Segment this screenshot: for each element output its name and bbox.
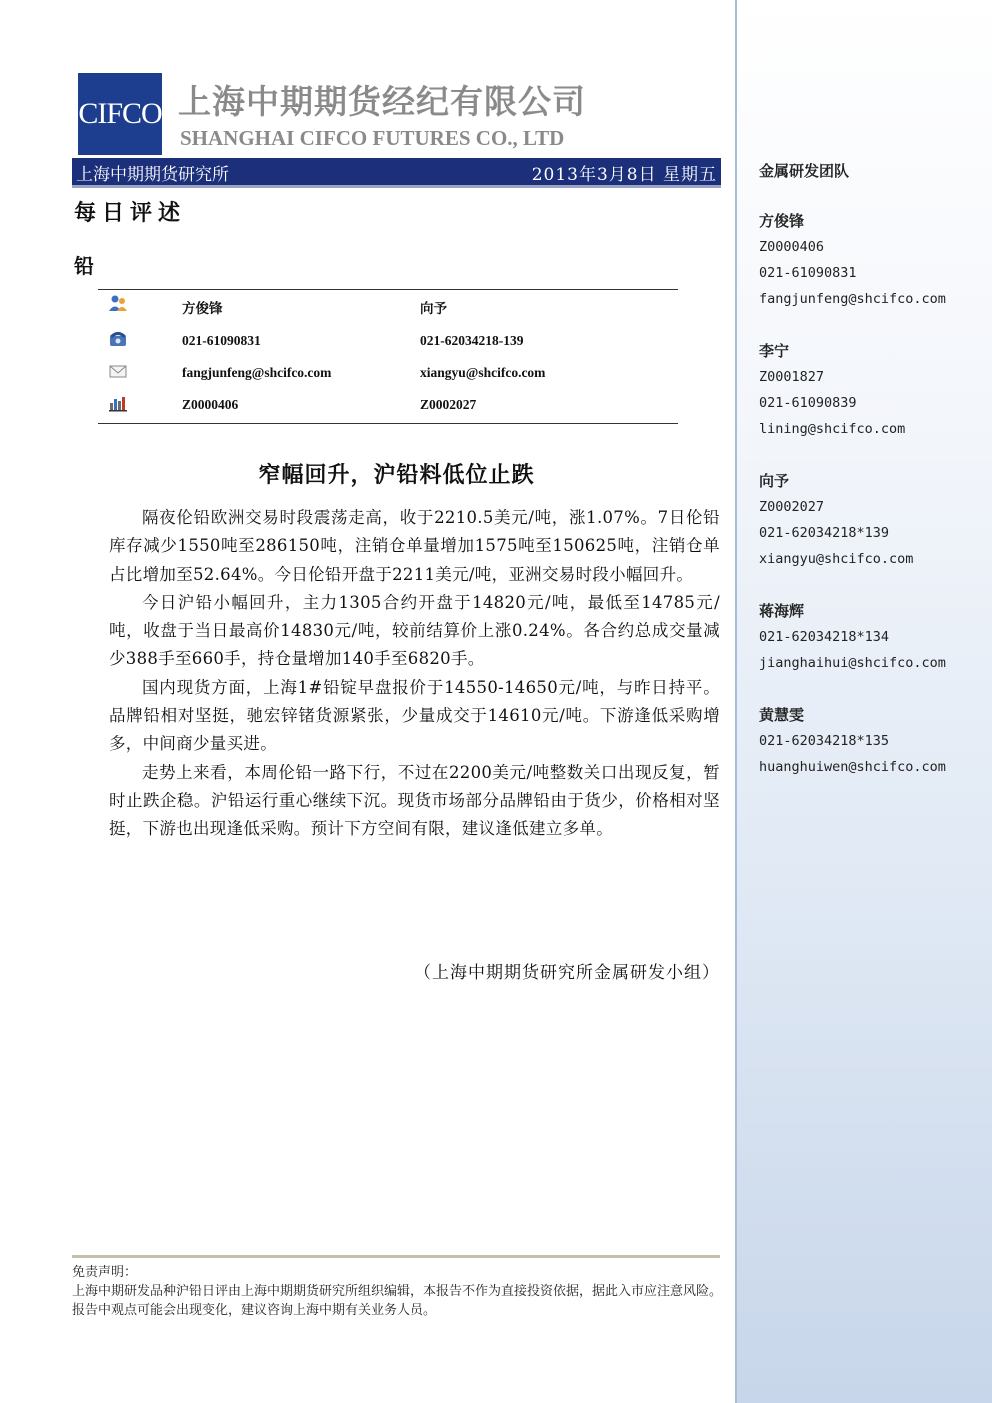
team-member bbox=[759, 702, 946, 780]
id-chart-icon bbox=[108, 394, 128, 412]
sidebar-title: 金属研发团队 bbox=[759, 162, 850, 180]
article-signature: （上海中期期货研究所金属研发小组） bbox=[414, 963, 720, 983]
member-name: 向予 bbox=[759, 472, 790, 490]
contact-id-1: Z0000406 bbox=[182, 397, 239, 412]
member-email[interactable]: jianghaihui@shcifco.com bbox=[759, 655, 946, 671]
header-band bbox=[72, 158, 721, 188]
article-paragraph: 走势上来看，本周伦铅一路下行，不过在2200美元/吨整数关口出现反复，暂时止跌企稳。沪铅运行重心继续下沉。现货市场部分品牌铅由于货少，价格相对坚挺，下游也出现逢低采购。预计下方空间有限，建议逢低建立多单。 bbox=[109, 762, 720, 839]
person-icon bbox=[108, 294, 128, 312]
contact-email-1[interactable]: fangjunfeng@shcifco.com bbox=[182, 365, 332, 380]
institute-name: 上海中期期货研究所 bbox=[76, 165, 229, 185]
team-member bbox=[759, 598, 946, 676]
team-sidebar bbox=[735, 0, 992, 1403]
contact-row-phones bbox=[98, 328, 678, 356]
member-email[interactable]: lining@shcifco.com bbox=[759, 421, 906, 437]
contact-name-1: 方俊锋 bbox=[182, 301, 223, 316]
team-member bbox=[759, 208, 946, 312]
contact-row-ids bbox=[98, 392, 678, 420]
contact-phone-2: 021-62034218-139 bbox=[420, 333, 524, 348]
article-body bbox=[109, 504, 720, 844]
member-phone: 021-62034218*135 bbox=[759, 733, 890, 749]
disclaimer-text: 上海中期研发品种沪铅日评由上海中期期货研究所组织编辑，本报告不作为直接投资依据，据此入市应注意风险。报告中观点可能会出现变化，建议咨询上海中期有关业务人员。 bbox=[72, 1284, 723, 1318]
contact-email-2[interactable]: xiangyu@shcifco.com bbox=[420, 365, 546, 380]
member-id: Z0002027 bbox=[759, 499, 825, 515]
contact-table bbox=[98, 289, 678, 424]
member-phone: 021-62034218*139 bbox=[759, 525, 890, 541]
article-paragraph: 今日沪铅小幅回升，主力1305合约开盘于14820元/吨，最低至14785元/吨，收盘于当日最高价14830元/吨，较前结算价上涨0.24%。各合约总成交量减少388手至660手，持仓量增加140手至6820手。 bbox=[109, 592, 720, 669]
member-email[interactable]: xiangyu@shcifco.com bbox=[759, 551, 914, 567]
member-name: 黄慧雯 bbox=[759, 706, 805, 724]
member-phone: 021-61090839 bbox=[759, 395, 857, 411]
contact-id-2: Z0002027 bbox=[420, 397, 477, 412]
metal-name: 铅 bbox=[74, 254, 94, 278]
article-title: 窄幅回升，沪铅料低位止跌 bbox=[258, 462, 535, 488]
member-email[interactable]: huanghuiwen@shcifco.com bbox=[759, 759, 946, 775]
team-member bbox=[759, 468, 913, 572]
contact-row-names bbox=[98, 292, 678, 320]
member-phone: 021-61090831 bbox=[759, 265, 857, 281]
member-phone: 021-62034218*134 bbox=[759, 629, 890, 645]
contact-row-emails bbox=[98, 360, 678, 388]
member-name: 方俊锋 bbox=[759, 212, 805, 230]
disclaimer bbox=[72, 1263, 722, 1320]
contact-phone-1: 021-61090831 bbox=[182, 333, 261, 348]
article-paragraph: 隔夜伦铅欧洲交易时段震荡走高，收于2210.5美元/吨，涨1.07%。7日伦铅库存减少1550吨至286150吨，注销仓单量增加1575吨至150625吨，注销仓单占比增加至52.64%。今日伦铅开盘于2211美元/吨，亚洲交易时段小幅回升。 bbox=[109, 508, 720, 584]
company-name-en: SHANGHAI CIFCO FUTURES CO., LTD bbox=[180, 126, 565, 150]
team-member bbox=[759, 338, 905, 442]
logo-text: CIFCO bbox=[78, 97, 162, 130]
envelope-icon bbox=[108, 362, 128, 380]
member-id: Z0001827 bbox=[759, 369, 825, 385]
company-logo bbox=[78, 73, 162, 155]
article-paragraph: 国内现货方面，上海1#铅锭早盘报价于14550-14650元/吨，与昨日持平。品牌铅相对坚挺，驰宏锌锗货源紧张，少量成交于14610元/吨。下游逢低采购增多，中间商少量买进。 bbox=[109, 677, 720, 754]
member-email[interactable]: fangjunfeng@shcifco.com bbox=[759, 291, 946, 307]
phone-icon bbox=[108, 330, 128, 348]
member-name: 蒋海辉 bbox=[759, 602, 805, 620]
disclaimer-divider bbox=[72, 1255, 720, 1258]
section-title: 每日评述 bbox=[74, 200, 187, 226]
contact-name-2: 向予 bbox=[420, 301, 447, 316]
member-name: 李宁 bbox=[759, 342, 790, 360]
report-date: 2013年3月8日 星期五 bbox=[531, 165, 717, 185]
member-id: Z0000406 bbox=[759, 239, 825, 255]
disclaimer-title: 免责声明： bbox=[72, 1265, 138, 1280]
company-name-cn: 上海中期期货经纪有限公司 bbox=[178, 82, 586, 121]
